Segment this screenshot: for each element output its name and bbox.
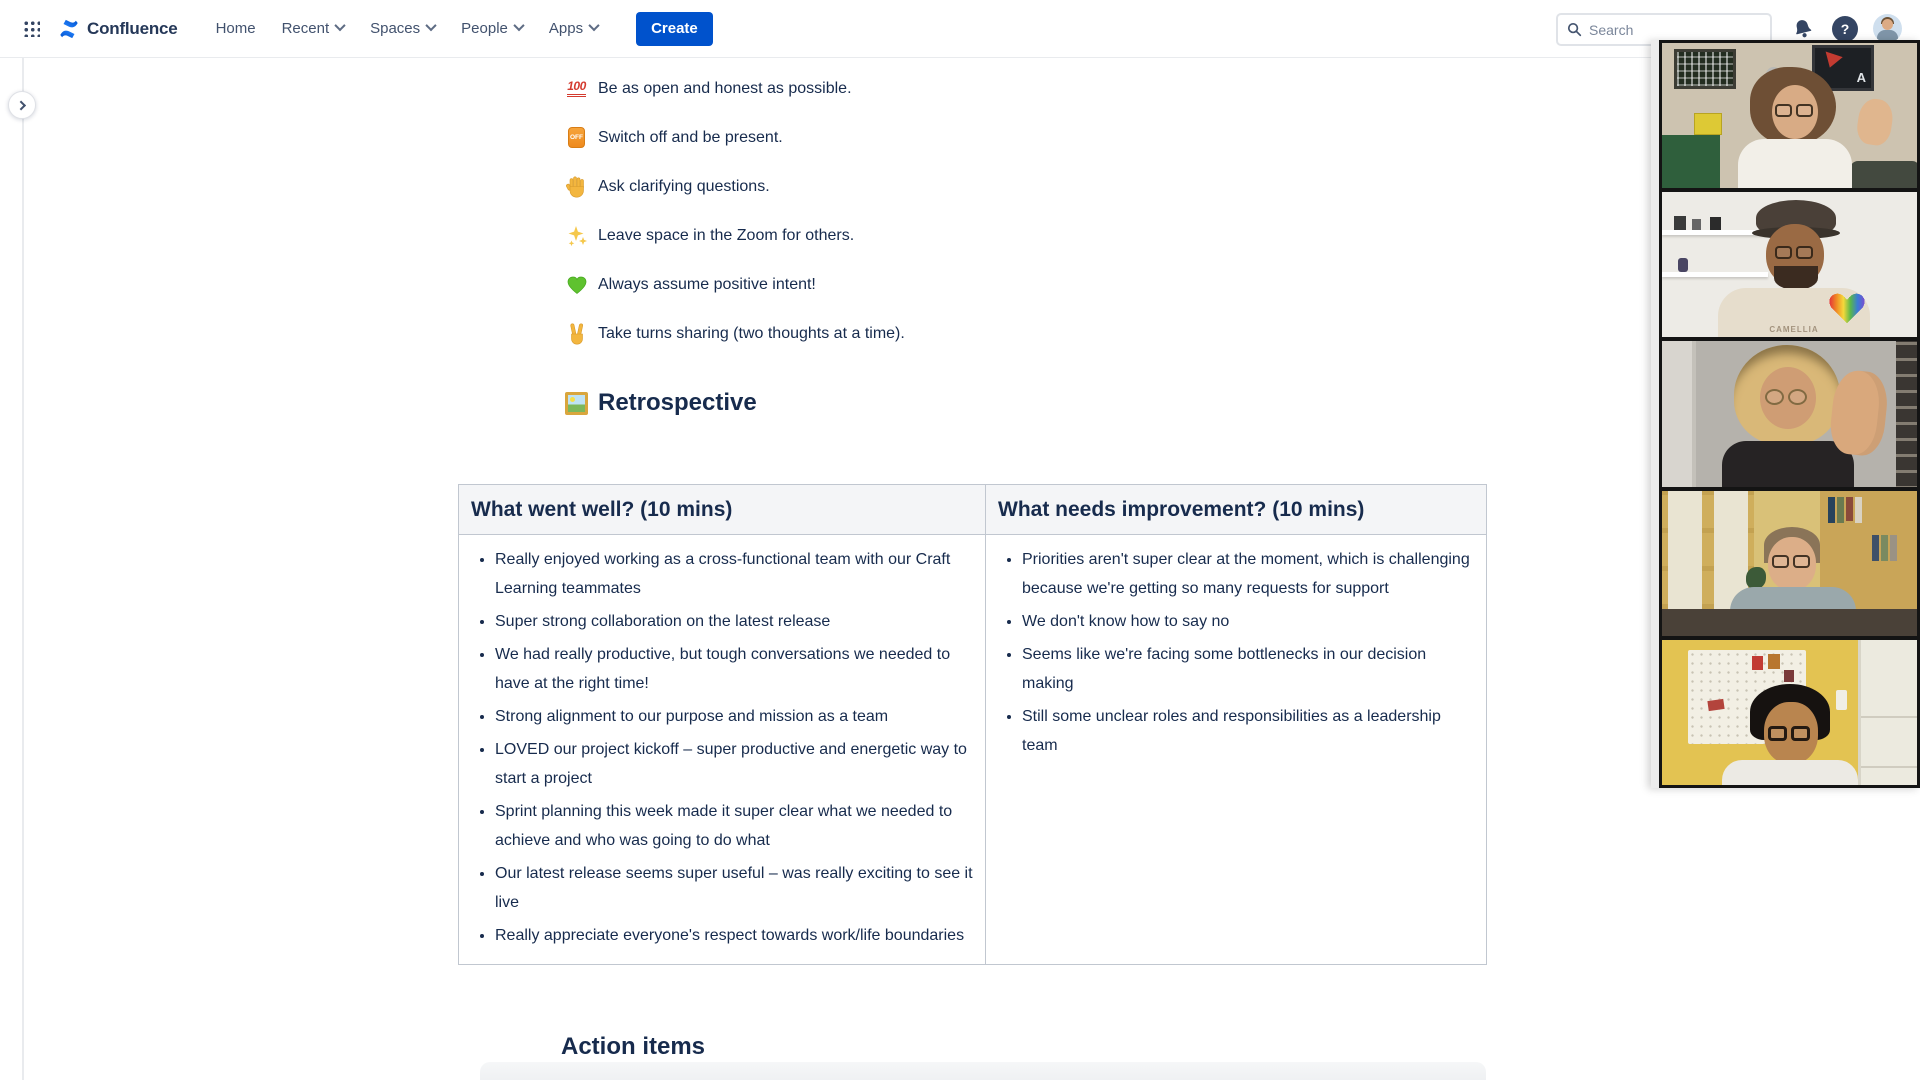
nav-spaces[interactable]: Spaces bbox=[370, 20, 435, 37]
mobile-phone-off-icon: OFF bbox=[565, 126, 588, 149]
video-tile[interactable] bbox=[1662, 188, 1917, 337]
video-tile[interactable] bbox=[1662, 636, 1917, 785]
participant-beard bbox=[1774, 266, 1818, 290]
nav-apps[interactable]: Apps bbox=[549, 20, 598, 37]
shelf-object bbox=[1678, 258, 1688, 272]
list-item bbox=[565, 260, 905, 309]
help-icon: ? bbox=[1840, 21, 1850, 37]
ground-rule-text: Take turns sharing (two thoughts at a time). bbox=[598, 324, 905, 342]
door bbox=[1858, 640, 1917, 785]
confluence-logo-icon bbox=[58, 18, 80, 40]
shirt-text: CAMELLIA bbox=[1769, 325, 1819, 335]
chevron-down-icon bbox=[334, 20, 345, 31]
list-item: • Seems like we're facing some bottlenecks in our decision making bbox=[1022, 640, 1474, 698]
list-item: • Sprint planning this week made it super clear what we needed to achieve and who was going to do what bbox=[495, 797, 973, 855]
video-tile[interactable] bbox=[1662, 487, 1917, 636]
avatar-button[interactable] bbox=[1873, 14, 1902, 43]
framed-picture-icon bbox=[565, 392, 588, 415]
counter bbox=[1662, 609, 1917, 636]
retrospective-heading-text: Retrospective bbox=[598, 389, 757, 416]
table-body-row bbox=[459, 535, 1487, 965]
plant bbox=[1746, 567, 1766, 589]
ground-rules-list bbox=[565, 64, 905, 358]
search-icon bbox=[1567, 22, 1582, 37]
chevron-down-icon bbox=[588, 20, 599, 31]
green-heart-icon bbox=[565, 273, 588, 296]
shelf-object bbox=[1692, 219, 1701, 230]
list-item: • Priorities aren't super clear at the moment, which is challenging because we're getting so many requests for support bbox=[1022, 545, 1474, 603]
create-button[interactable]: Create bbox=[636, 12, 713, 46]
video-call-strip bbox=[1651, 40, 1920, 788]
glasses-icon bbox=[1772, 555, 1810, 568]
video-tiles bbox=[1659, 40, 1920, 788]
participant-torso bbox=[1738, 139, 1852, 188]
ground-rule-text: Leave space in the Zoom for others. bbox=[598, 226, 855, 244]
ground-rule-text: Be as open and honest as possible. bbox=[598, 79, 852, 97]
glasses-icon bbox=[1775, 246, 1813, 259]
list-item bbox=[565, 64, 905, 113]
video-tile[interactable] bbox=[1662, 337, 1917, 486]
list-item: • Our latest release seems super useful – was really exciting to see it live bbox=[495, 859, 973, 917]
rainbow-heart-icon bbox=[1828, 292, 1866, 330]
ground-rule-text: Ask clarifying questions. bbox=[598, 177, 770, 195]
next-section-partial bbox=[480, 1062, 1486, 1080]
column-header-needs-improvement: What needs improvement? (10 mins) bbox=[986, 485, 1487, 535]
participant-torso bbox=[1722, 441, 1854, 486]
primary-nav bbox=[216, 20, 599, 37]
green-cabinet bbox=[1662, 135, 1720, 188]
shelf-object bbox=[1674, 216, 1686, 230]
list-item: • We don't know how to say no bbox=[1022, 607, 1474, 636]
light-switch bbox=[1836, 690, 1847, 710]
list-item bbox=[565, 211, 905, 260]
list-item bbox=[565, 162, 905, 211]
needs-improvement-cell bbox=[986, 535, 1487, 965]
nav-people[interactable]: People bbox=[461, 20, 523, 37]
shelf-object bbox=[1710, 217, 1721, 230]
notifications-button[interactable] bbox=[1790, 16, 1816, 42]
list-item: • Really appreciate everyone's respect towards work/life boundaries bbox=[495, 921, 973, 950]
avatar-face bbox=[1882, 19, 1893, 30]
door-frame bbox=[1662, 341, 1696, 486]
sticker bbox=[1784, 670, 1794, 682]
expand-sidebar-button[interactable] bbox=[8, 91, 36, 119]
list-item: • LOVED our project kickoff – super productive and energetic way to start a project bbox=[495, 735, 973, 793]
chair bbox=[1850, 161, 1917, 188]
went-well-cell bbox=[459, 535, 986, 965]
search-input[interactable] bbox=[1589, 22, 1761, 38]
participant-torso bbox=[1722, 760, 1858, 785]
retrospective-heading bbox=[565, 389, 757, 417]
sticker bbox=[1768, 654, 1780, 669]
help-button[interactable] bbox=[1832, 16, 1858, 42]
sidebar-divider bbox=[22, 58, 24, 1080]
waving-hand bbox=[1855, 97, 1895, 147]
top-nav bbox=[0, 0, 1920, 58]
action-items-heading: Action items bbox=[561, 1033, 706, 1060]
chevron-right-icon bbox=[16, 100, 26, 110]
needs-improvement-list bbox=[998, 545, 1474, 760]
went-well-list bbox=[471, 545, 973, 950]
wall-art bbox=[1674, 49, 1736, 89]
app-switcher-button[interactable] bbox=[14, 12, 48, 46]
chevron-down-icon bbox=[425, 20, 436, 31]
glasses-icon bbox=[1775, 104, 1813, 117]
list-item: • We had really productive, but tough conversations we needed to have at the right time! bbox=[495, 640, 973, 698]
yellow-book bbox=[1694, 113, 1722, 135]
glasses-icon bbox=[1768, 726, 1810, 741]
hundred-points-icon: 100 bbox=[565, 77, 588, 100]
retrospective-table bbox=[458, 484, 1487, 965]
raised-hand-icon bbox=[565, 175, 588, 198]
ground-rule-text: Always assume positive intent! bbox=[598, 275, 816, 293]
app-grid-icon bbox=[23, 20, 40, 37]
sparkles-icon bbox=[565, 224, 588, 247]
list-item: • Really enjoyed working as a cross-functional team with our Craft Learning teammates bbox=[495, 545, 973, 603]
chevron-down-icon bbox=[513, 20, 524, 31]
bookshelf bbox=[1896, 341, 1917, 486]
wall-shelf bbox=[1662, 272, 1768, 277]
list-item bbox=[565, 309, 905, 358]
nav-recent[interactable]: Recent bbox=[282, 20, 345, 37]
column-header-went-well: What went well? (10 mins) bbox=[459, 485, 986, 535]
list-item: • Strong alignment to our purpose and mission as a team bbox=[495, 702, 973, 731]
list-item: • Super strong collaboration on the latest release bbox=[495, 607, 973, 636]
wall-art: A bbox=[1812, 45, 1874, 91]
sticker bbox=[1752, 656, 1763, 670]
nav-home[interactable]: Home bbox=[215, 20, 256, 37]
sticker bbox=[1707, 699, 1724, 711]
glasses-icon bbox=[1765, 389, 1807, 405]
confluence-logo[interactable] bbox=[58, 18, 178, 40]
list-item: • Still some unclear roles and responsibilities as a leadership team bbox=[1022, 702, 1474, 760]
video-tile[interactable] bbox=[1662, 43, 1917, 188]
victory-hand-icon bbox=[565, 322, 588, 345]
table-header-row bbox=[459, 485, 1487, 535]
confluence-logo-text: Confluence bbox=[87, 18, 178, 38]
ground-rule-text: Switch off and be present. bbox=[598, 128, 783, 146]
list-item bbox=[565, 113, 905, 162]
